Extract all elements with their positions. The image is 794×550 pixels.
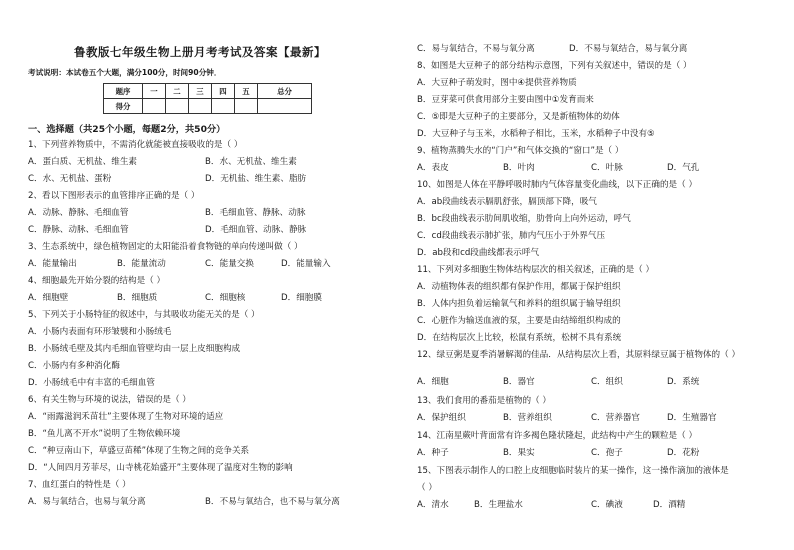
option-2c: C．静脉、动脉、毛细血管 (28, 225, 129, 235)
question-8: 8、如图是大豆种子的部分结构示意图，下列有关叙述中，错误的是（ ） (417, 61, 692, 71)
question-5: 5、下列关于小肠特征的叙述中，与其吸收功能无关的是（ ） (28, 310, 260, 320)
option-14a: A．种子 (417, 448, 449, 458)
option-5c: C．小肠内有多种消化酶 (28, 361, 120, 371)
option-15d: D．酒精 (653, 500, 686, 510)
question-7: 7、血红蛋白的特性是（ ） (28, 480, 131, 490)
option-12c: C．组织 (591, 377, 623, 387)
option-3c: C．能量交换 (205, 259, 254, 269)
option-9a: A．表皮 (417, 163, 449, 173)
option-2a: A．动脉、静脉、毛细血管 (28, 208, 129, 218)
question-15: 15、下图表示制作人的口腔上皮细胞临时装片的某一操作，这一操作滴加的液体是 (417, 466, 729, 476)
score-header-cell: 一 (143, 84, 166, 99)
option-5d: D．小肠绒毛中有丰富的毛细血管 (28, 378, 155, 388)
option-7d: D．不易与氧结合，易与氧分离 (569, 44, 688, 54)
option-14b: B．果实 (503, 448, 535, 458)
option-2d: D．毛细血管、动脉、静脉 (205, 225, 307, 235)
score-table-header-row (104, 84, 312, 99)
question-9: 9、植物蒸腾失水的“门户”和气体交换的“窗口”是（ ） (417, 146, 624, 156)
option-7a: A．易与氧结合，也易与氧分离 (28, 497, 146, 507)
option-8b: B．豆芽菜可供食用部分主要由图中①发育而来 (417, 95, 594, 105)
question-1: 1、下列营养物质中，不需消化就能被直接吸收的是（ ） (28, 140, 243, 150)
option-11c: C．心脏作为输送血液的泵，主要是由结缔组织构成的 (417, 316, 621, 326)
option-14c: C．孢子 (591, 448, 623, 458)
option-10a: A．ab段曲线表示膈肌舒张，膈顶部下降，吸气 (417, 197, 597, 207)
score-cell[interactable] (143, 99, 166, 114)
option-8c: C．⑤即是大豆种子的主要部分，又是新植物体的幼体 (417, 112, 620, 122)
option-15a: A．清水 (417, 500, 449, 510)
exam-note: 考试说明：本试卷五个大题，满分100分，时间90分钟． (28, 68, 222, 77)
option-8d: D．大豆种子与玉米，水稻种子相比，玉米，水稻种子中没有⑤ (417, 129, 655, 139)
section-heading: 一、选择题（共25个小题，每题2分，共50分） (28, 124, 226, 135)
option-9d: D．气孔 (667, 163, 700, 173)
option-6a: A．“雨露滋润禾苗壮”主要体现了生物对环境的适应 (28, 412, 224, 422)
option-15c: C．碘液 (591, 500, 623, 510)
question-15-paren: （ ） (417, 483, 437, 493)
option-10d: D．ab段和cd段曲线都表示呼气 (417, 248, 540, 258)
score-header-cell: 三 (189, 84, 212, 99)
question-13: 13、我们食用的番茄是植物的（ ） (417, 396, 551, 406)
score-header-cell: 二 (166, 84, 189, 99)
score-cell[interactable] (212, 99, 235, 114)
option-10c: C．cd段曲线表示肺扩张，肺内气压小于外界气压 (417, 231, 606, 241)
question-2: 2、看以下图形表示的血管排序正确的是（ ） (28, 191, 200, 201)
option-3d: D．能量输入 (281, 259, 331, 269)
option-11a: A．动植物体表的组织都有保护作用，都属于保护组织 (417, 282, 621, 292)
option-1d: D．无机盐、维生素、脂肪 (205, 174, 307, 184)
option-9c: C．叶脉 (591, 163, 623, 173)
question-6: 6、有关生物与环境的说法，错误的是（ ） (28, 395, 191, 405)
option-12d: D．系统 (667, 377, 700, 387)
option-1a: A．蛋白质、无机盐、维生素 (28, 157, 138, 167)
option-4c: C．细胞核 (205, 293, 246, 303)
option-13d: D．生殖器官 (667, 413, 717, 423)
exam-title: 鲁教版七年级生物上册月考考试及答案【最新】 (74, 45, 326, 59)
question-4: 4、细胞最先开始分裂的结构是（ ） (28, 276, 166, 286)
score-table (103, 83, 312, 114)
option-15b: B．生理盐水 (474, 500, 523, 510)
option-13a: A．保护组织 (417, 413, 466, 423)
score-header-cell: 题序 (104, 84, 143, 99)
option-6c: C．“种豆南山下，草盛豆苗稀”体现了生物之间的竞争关系 (28, 446, 250, 456)
option-11d: D．在结构层次上比较，松鼠有系统，松树不具有系统 (417, 333, 622, 343)
score-header-cell: 五 (235, 84, 258, 99)
question-11: 11、下列对多细胞生物体结构层次的相关叙述，正确的是（ ） (417, 265, 655, 275)
score-cell[interactable] (166, 99, 189, 114)
option-4a: A．细胞壁 (28, 293, 69, 303)
option-5a: A．小肠内表面有环形皱襞和小肠绒毛 (28, 327, 172, 337)
option-6d: D．“人间四月芳菲尽，山寺桃花始盛开”主要体现了温度对生物的影响 (28, 463, 293, 473)
score-row-label: 得分 (104, 99, 143, 114)
option-4b: B．细胞质 (117, 293, 158, 303)
option-2b: B．毛细血管、静脉、动脉 (205, 208, 306, 218)
option-3b: B．能量流动 (117, 259, 166, 269)
question-10: 10、如图是人体在平静呼吸时肺内气体容量变化曲线，以下正确的是（ ） (417, 180, 698, 190)
option-4d: D．细胞膜 (281, 293, 322, 303)
option-3a: A．能量输出 (28, 259, 77, 269)
option-5b: B．小肠绒毛壁及其内毛细血管壁均由一层上皮细胞构成 (28, 344, 241, 354)
question-3: 3、生态系统中，绿色植物固定的太阳能沿着食物链的单向传递叫做（ ） (28, 242, 303, 252)
option-7c: C．易与氧结合，不易与氧分离 (417, 44, 535, 54)
option-12b: B．器官 (503, 377, 535, 387)
option-11b: B．人体内担负着运输氧气和养料的组织属于输导组织 (417, 299, 621, 309)
score-header-cell: 总分 (258, 84, 312, 99)
option-1b: B．水、无机盐、维生素 (205, 157, 297, 167)
option-13c: C．营养器官 (591, 413, 640, 423)
question-14: 14、江南星蕨叶背面常有许多褐色隆状隆起，此结构中产生的颗粒是（ ） (417, 431, 698, 441)
score-cell[interactable] (258, 99, 312, 114)
question-12: 12、绿豆粥是夏季消暑解渴的佳品．从结构层次上看，其原料绿豆属于植物体的（ ） (417, 350, 741, 360)
option-7b: B．不易与氧结合，也不易与氧分离 (205, 497, 340, 507)
option-10b: B．bc段曲线表示肋间肌收缩，肋骨向上向外运动，呼气 (417, 214, 631, 224)
option-13b: B．营养组织 (503, 413, 552, 423)
option-8a: A．大豆种子萌发时，图中④提供营养物质 (417, 78, 577, 88)
score-cell[interactable] (235, 99, 258, 114)
option-6b: B．“鱼儿离不开水”说明了生物依赖环境 (28, 429, 181, 439)
option-12a: A．细胞 (417, 377, 449, 387)
score-cell[interactable] (189, 99, 212, 114)
score-header-cell: 四 (212, 84, 235, 99)
option-14d: D．花粉 (667, 448, 700, 458)
score-table-score-row (104, 99, 312, 114)
option-1c: C．水、无机盐、蛋粉 (28, 174, 112, 184)
option-9b: B．叶肉 (503, 163, 535, 173)
